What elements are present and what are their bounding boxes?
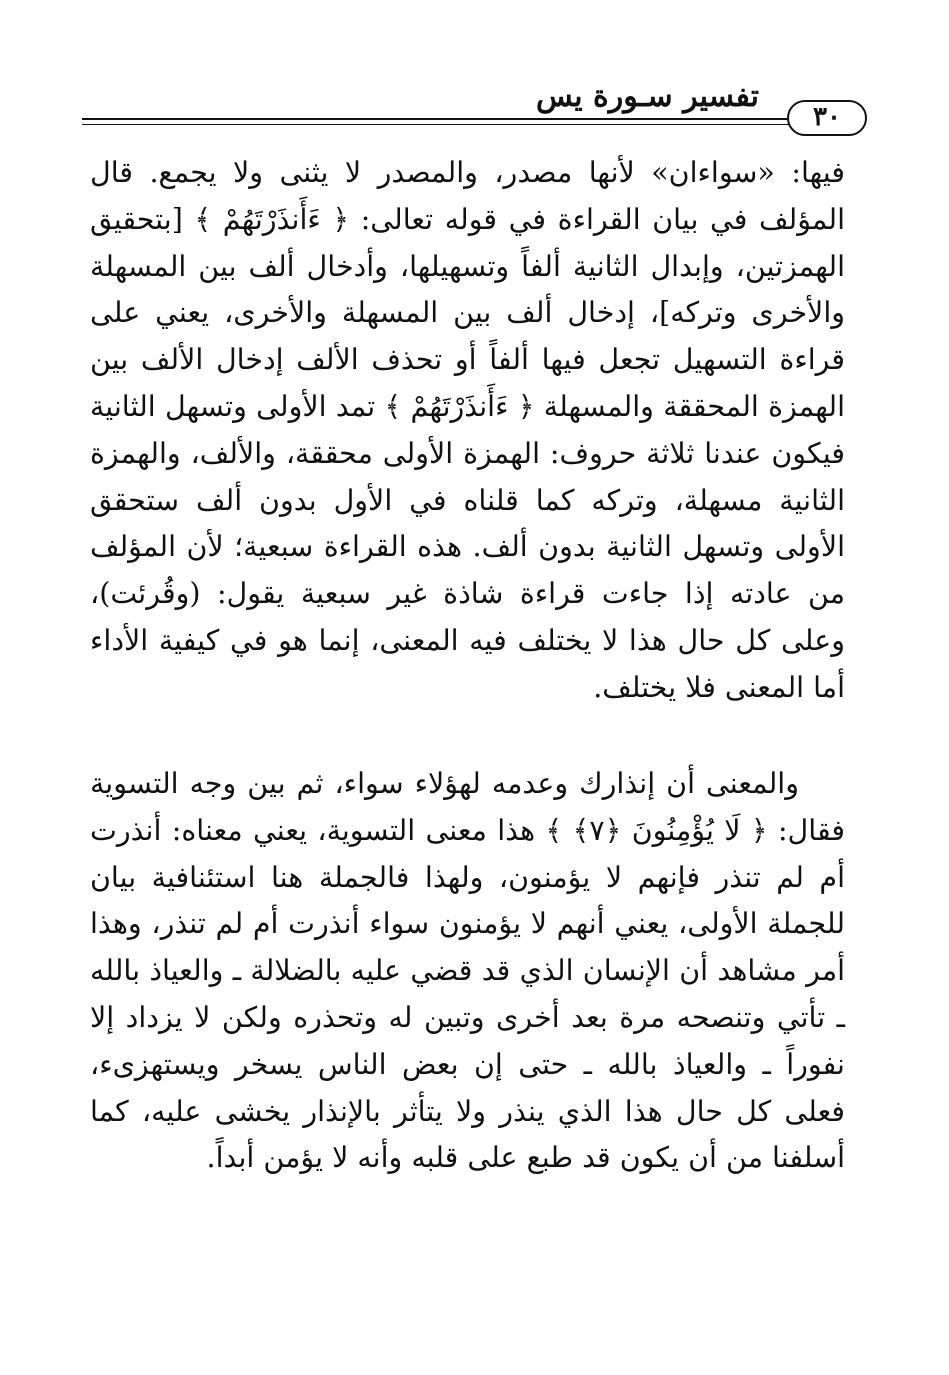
header-rule: [82, 118, 789, 125]
paragraph-2-text: [90, 761, 845, 1182]
paragraph-1: [90, 150, 845, 712]
paragraph-1-text: فيها: «سواءان» لأنها مصدر، والمصدر لا يثنى ولا يجمع. قال المؤلف في بيان القراءة في قوله تعالى: ﴿ ءَأَنذَرْتَهُمْ ﴾ [بتحقيق الهمزتين، وإبدال الثانية ألفاً وتسهيلها، وأدخال ألف بين المسهلة والأخرى وتركه]، إدخال ألف بين المسهلة والأخرى، يعني على قراءة التسهيل تجعل فيها ألفاً أو تحذف الألف إدخال الألف بين الهمزة المحققة والمسهلة ﴿ ءَأَنذَرْتَهُمْ ﴾ تمد الأولى وتسهل الثانية فيكون عندنا ثلاثة حروف: الهمزة الأولى محققة، والألف، والهمزة الثانية مسهلة، وتركه كما قلناه في الأول بدون ألف ستحقق الأولى وتسهل الثانية بدون ألف. هذه القراءة سبعية؛ لأن المؤلف من عادته إذا جاءت قراءة شاذة غير سبعية يقول: (وقُرئت)، وعلى كل حال هذا لا يختلف فيه المعنى، إنما هو في كيفية الأداء أما المعنى فلا يختلف.: [90, 156, 845, 704]
paragraph-2-body: والمعنى أن إنذارك وعدمه لهؤلاء سواء، ثم بين وجه التسوية فقال: ﴿ لَا يُؤْمِنُونَ ﴿٧﴾ ﴾ هذا معنى التسوية، يعني معناه: أنذرت أم لم تنذر فإنهم لا يؤمنون، ولهذا فالجملة هنا استئنافية بيان للجملة الأولى، يعني أنهم لا يؤمنون سواء أنذرت أم لم تنذر، وهذا أمر مشاهد أن الإنسان الذي قد قضي عليه بالضلالة ـ والعياذ بالله ـ تأتي وتنصحه مرة بعد أخرى وتبين له وتحذره ولكن لا يزداد إلا نفوراً ـ والعياذ بالله ـ حتى إن بعض الناس يسخر ويستهزىء، فعلى كل حال هذا الذي ينذر ولا يتأثر بالإنذار يخشى عليه، كما أسلفنا من أن يكون قد طبع على قلبه وأنه لا يؤمن أبداً.: [90, 767, 845, 1175]
page-number-badge: ٣٠: [787, 100, 867, 136]
paragraph-2: [90, 761, 845, 1182]
running-header: [82, 76, 867, 136]
running-title: تفسير سـورة يس: [535, 79, 759, 114]
